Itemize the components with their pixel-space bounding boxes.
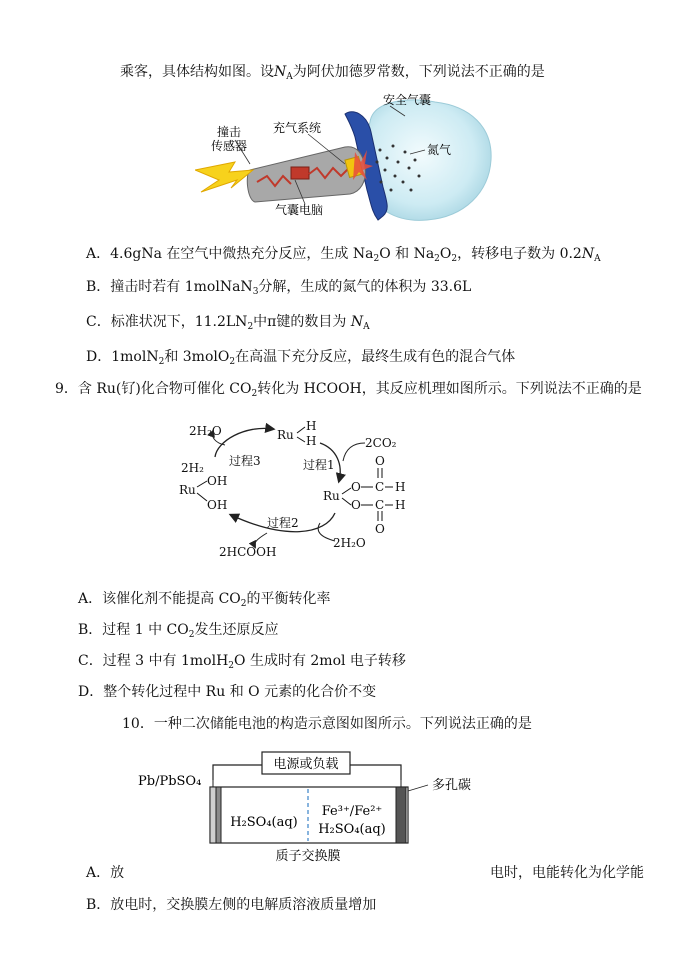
svg-text:H: H [395,480,406,494]
label-sensor-line1: 撞击 [217,125,242,139]
svg-text:H: H [306,419,317,433]
label-2h2: 2H₂ [181,461,204,475]
svg-text:OH: OH [207,498,228,512]
svg-text:O: O [351,498,361,512]
label-right-solution: H₂SO₄(aq) [318,822,386,837]
svg-text:O: O [375,522,385,536]
svg-text:OH: OH [207,474,228,488]
q8-option-a: A．4.6gNa 在空气中微热充分反应，生成 $Na_2O$ 和 $Na_2O_2$，转移电子数为 $0.2N_A$ [86,246,601,264]
label-ru-right: Ru [323,489,340,503]
q10-option-b: B．放电时，交换膜左侧的电解质溶液质量增加 [86,897,377,913]
label-2co2: 2CO₂ [365,436,397,450]
q9-option-d: D．整个转化过程中 Ru 和 O 元素的化合价不变 [78,684,377,700]
q9-option-b: B．过程 1 中 $CO_2$发生还原反应 [78,622,279,640]
label-process3: 过程3 [229,454,261,468]
arrow-process3 [215,428,273,457]
svg-text:O: O [375,454,385,468]
label-fe-ions: Fe³⁺/Fe²⁺ [321,804,383,819]
label-nitrogen: 氮气 [427,143,452,157]
svg-text:H: H [395,498,406,512]
q8-stem: 乘客，具体结构如图。设$N_A$为阿伏加德罗常数，下列说法不正确的是 [120,64,545,82]
airbag-computer-box [291,167,309,179]
label-2hcooh: 2HCOOH [219,545,277,559]
svg-text:H: H [306,434,317,448]
airbag-diagram [195,92,495,232]
mechanism-diagram [175,415,425,565]
label-ru-top: Ru [277,428,294,442]
q9-option-c: C．过程 3 中有 1molH$_2$O 生成时有 2mol 电子转移 [78,653,406,671]
q10-stem: 10．一种二次储能电池的构造示意图如图所示。下列说法正确的是 [122,716,532,732]
label-inflation-system: 充气系统 [273,121,322,135]
label-airbag: 安全气囊 [383,93,432,107]
label-porous-carbon: 多孔碳 [432,778,472,793]
label-left-solution: H₂SO₄(aq) [230,815,298,830]
label-left-electrode: Pb/PbSO₄ [138,774,202,789]
q10-option-a-end: 电时，电能转化为化学能 [490,865,644,881]
q9-option-a: A．该催化剂不能提高 $CO_2$的平衡转化率 [78,591,331,609]
label-2h2o-top: 2H₂O [189,424,222,438]
label-process1: 过程1 [303,458,335,472]
q8-option-c: C．标准状况下，$11.2LN_2$中π键的数目为 $N_A$ [86,314,370,332]
q9-stem: 9．含 Ru(钌)化合物可催化 $CO_2$转化为 HCOOH，其反应机理如图所示。下列说法不正确的是 [55,381,642,399]
label-power-or-load: 电源或负载 [273,757,339,772]
left-electrode-plate [210,787,216,843]
svg-text:C: C [375,480,385,494]
svg-text:O: O [351,480,361,494]
q8-option-d: D．1molN$_2$和 3molO$_2$在高温下充分反应，最终生成有色的混合气体 [86,349,516,367]
q10-option-a-start: A．放 [86,865,125,881]
label-airbag-computer: 气囊电脑 [275,203,324,217]
label-process2: 过程2 [267,516,299,530]
label-ru-left: Ru [179,483,196,497]
right-electrode-plate [396,787,406,843]
battery-diagram [138,747,488,865]
svg-text:C: C [375,498,385,512]
impact-lightning-icon [195,162,253,192]
q8-option-b: B．撞击时若有 1molNaN$_3$分解，生成的氮气的体积为 33.6L [86,279,472,297]
label-2h2o-bottom: 2H₂O [333,536,366,550]
label-membrane: 质子交换膜 [275,849,341,864]
label-sensor-line2: 传感器 [211,139,248,153]
